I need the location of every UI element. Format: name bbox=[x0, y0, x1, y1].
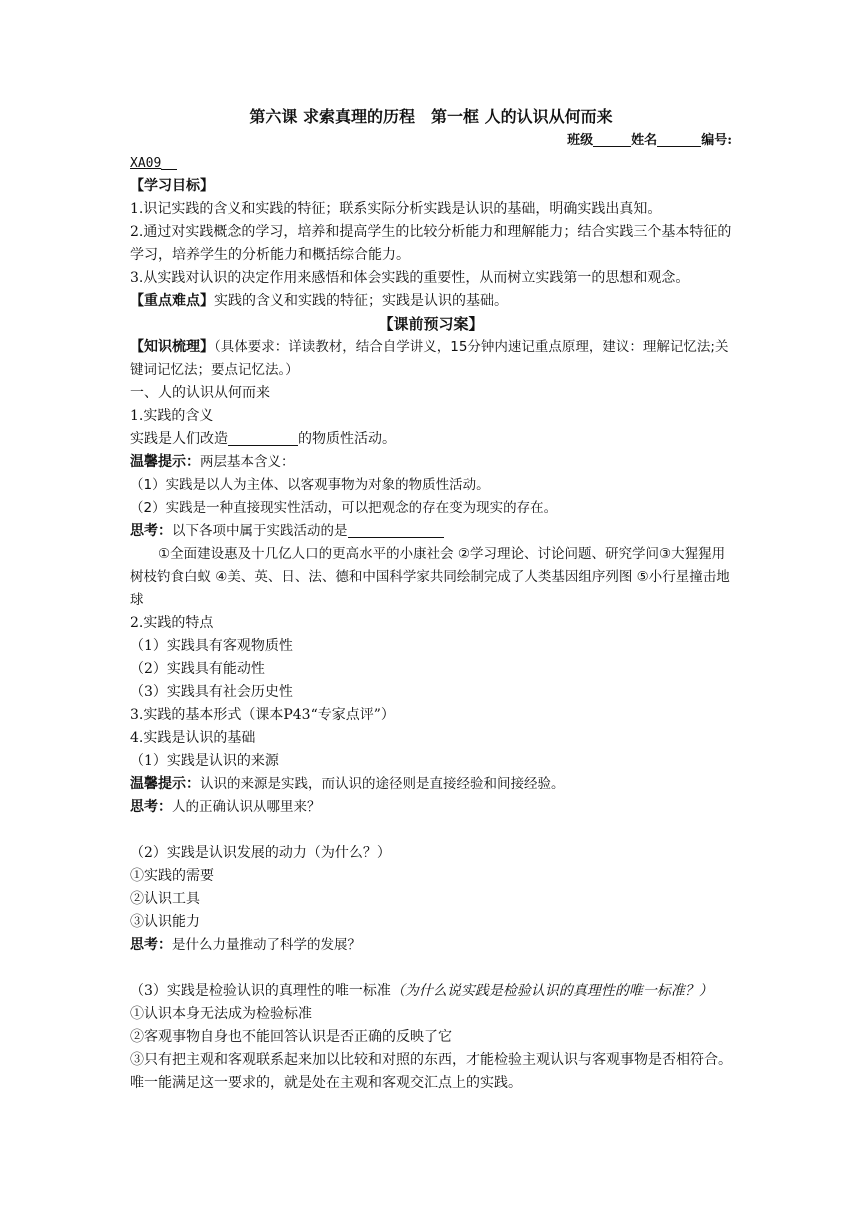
knowledge-requirement: （具体要求：详读教材，结合自学讲义，15分钟内速记重点原理，建议：理解记忆法;关键词记忆法；要点记忆法。） bbox=[130, 339, 729, 378]
tip-one-label: 温馨提示： bbox=[130, 454, 200, 470]
preview-heading: 【课前预习案】 bbox=[378, 315, 484, 333]
basis-point-3-item-3: ③只有把主观和客观联系起来加以比较和对照的东西，才能检验主观认识与客观事物是否相符合。唯一能满足这一要求的，就是处在主观和客观交汇点上的实践。 bbox=[130, 1052, 732, 1091]
practice-features-title: 2.实践的特点 bbox=[130, 615, 214, 631]
think-two-text: 人的正确认识从哪里来？ bbox=[172, 799, 321, 815]
document-page bbox=[130, 104, 732, 1095]
feature-item-3: （3）实践具有社会历史性 bbox=[130, 684, 293, 700]
feature-item-1: （1）实践具有客观物质性 bbox=[130, 638, 293, 654]
name-blank bbox=[657, 130, 701, 147]
answer-space-2 bbox=[130, 957, 732, 980]
section-one-title: 一、人的认识从何而来 bbox=[130, 385, 270, 401]
practice-meaning-title: 1.实践的含义 bbox=[130, 408, 214, 424]
doc-code-line bbox=[130, 152, 732, 175]
key-points-text: 实践的含义和实践的特征；实践是认识的基础。 bbox=[214, 293, 508, 309]
basis-point-3-title: （3）实践是检验认识的真理性的唯一标准 bbox=[130, 983, 391, 999]
think-three-label: 思考： bbox=[130, 937, 172, 953]
tip-two bbox=[130, 773, 732, 796]
feature-item-2: （2）实践具有能动性 bbox=[130, 661, 265, 677]
practice-basis-title: 4.实践是认识的基础 bbox=[130, 730, 256, 746]
tip-two-text: 认识的来源是实践，而认识的途径则是直接经验和间接经验。 bbox=[200, 776, 565, 792]
tip-two-label: 温馨提示： bbox=[130, 776, 200, 792]
definition-part-b: 的物质性活动。 bbox=[298, 431, 396, 447]
think-one-text: 以下各项中属于实践活动的是 bbox=[172, 523, 348, 539]
key-points-heading: 【重点难点】 bbox=[130, 293, 214, 309]
think-one-blank bbox=[348, 521, 444, 538]
basis-point-3-item-1: ①认识本身无法成为检验标准 bbox=[130, 1006, 312, 1022]
class-blank bbox=[593, 130, 631, 147]
think-one bbox=[130, 520, 732, 543]
tip-one-text: 两层基本含义： bbox=[200, 454, 295, 470]
think-two-label: 思考： bbox=[130, 799, 172, 815]
practice-definition bbox=[130, 428, 732, 451]
think-two bbox=[130, 796, 732, 819]
number-label: 编号: bbox=[701, 133, 732, 148]
basis-point-3-question: （为什么说实践是检验认识的真理性的唯一标准？） bbox=[390, 983, 713, 999]
think-one-label: 思考： bbox=[130, 523, 172, 539]
code-blank bbox=[161, 153, 177, 170]
tip-one bbox=[130, 451, 732, 474]
answer-space-1 bbox=[130, 819, 732, 842]
objective-item-3: 3.从实践对认识的决定作用来感悟和体会实践的重要性，从而树立实践第一的思想和观念。 bbox=[130, 270, 690, 286]
doc-code: XA09 bbox=[130, 156, 162, 171]
lesson-title: 第六课 求索真理的历程 第一框 人的认识从何而来 bbox=[249, 107, 613, 126]
class-label: 班级 bbox=[567, 133, 594, 148]
definition-part-a: 实践是人们改造 bbox=[130, 431, 228, 447]
class-info-line bbox=[130, 130, 732, 152]
basis-point-3-item-2: ②客观事物自身也不能回答认识是否正确的反映了它 bbox=[130, 1029, 452, 1045]
tip-one-item-2: （2）实践是一种直接现实性活动，可以把观念的存在变为现实的存在。 bbox=[130, 500, 558, 516]
basis-point-1: （1）实践是认识的来源 bbox=[130, 753, 279, 769]
think-three-text: 是什么力量推动了科学的发展？ bbox=[172, 937, 361, 953]
objective-item-1: 1.识记实践的含义和实践的特征；联系实际分析实践是认识的基础，明确实践出真知。 bbox=[130, 201, 662, 217]
think-one-options: ①全面建设惠及十几亿人口的更高水平的小康社会 ②学习理论、讨论问题、研究学问③大猩猩用树枝钓食白蚁 ④美、英、日、法、德和中国科学家共同绘制完成了人类基因组序列图 ⑤小行星撞击地球 bbox=[130, 546, 730, 608]
definition-blank bbox=[228, 429, 298, 446]
think-three bbox=[130, 934, 732, 957]
objectives-heading: 【学习目标】 bbox=[130, 178, 214, 194]
basis-point-2-item-2: ②认识工具 bbox=[130, 891, 200, 907]
practice-forms-title: 3.实践的基本形式（课本P43“专家点评”） bbox=[130, 707, 395, 723]
name-label: 姓名 bbox=[631, 133, 658, 148]
basis-point-2-item-1: ①实践的需要 bbox=[130, 868, 214, 884]
objective-item-2: 2.通过对实践概念的学习，培养和提高学生的比较分析能力和理解能力；结合实践三个基本特征的学习，培养学生的分析能力和概括综合能力。 bbox=[130, 224, 732, 263]
knowledge-heading: 【知识梳理】 bbox=[130, 339, 214, 355]
key-points-line bbox=[130, 290, 732, 313]
knowledge-block bbox=[130, 336, 732, 382]
basis-point-3 bbox=[130, 980, 732, 1003]
basis-point-2-item-3: ③认识能力 bbox=[130, 914, 200, 930]
basis-point-2: （2）实践是认识发展的动力（为什么？） bbox=[130, 845, 391, 861]
tip-one-item-1: （1）实践是以人为主体、以客观事物为对象的物质性活动。 bbox=[130, 477, 490, 493]
